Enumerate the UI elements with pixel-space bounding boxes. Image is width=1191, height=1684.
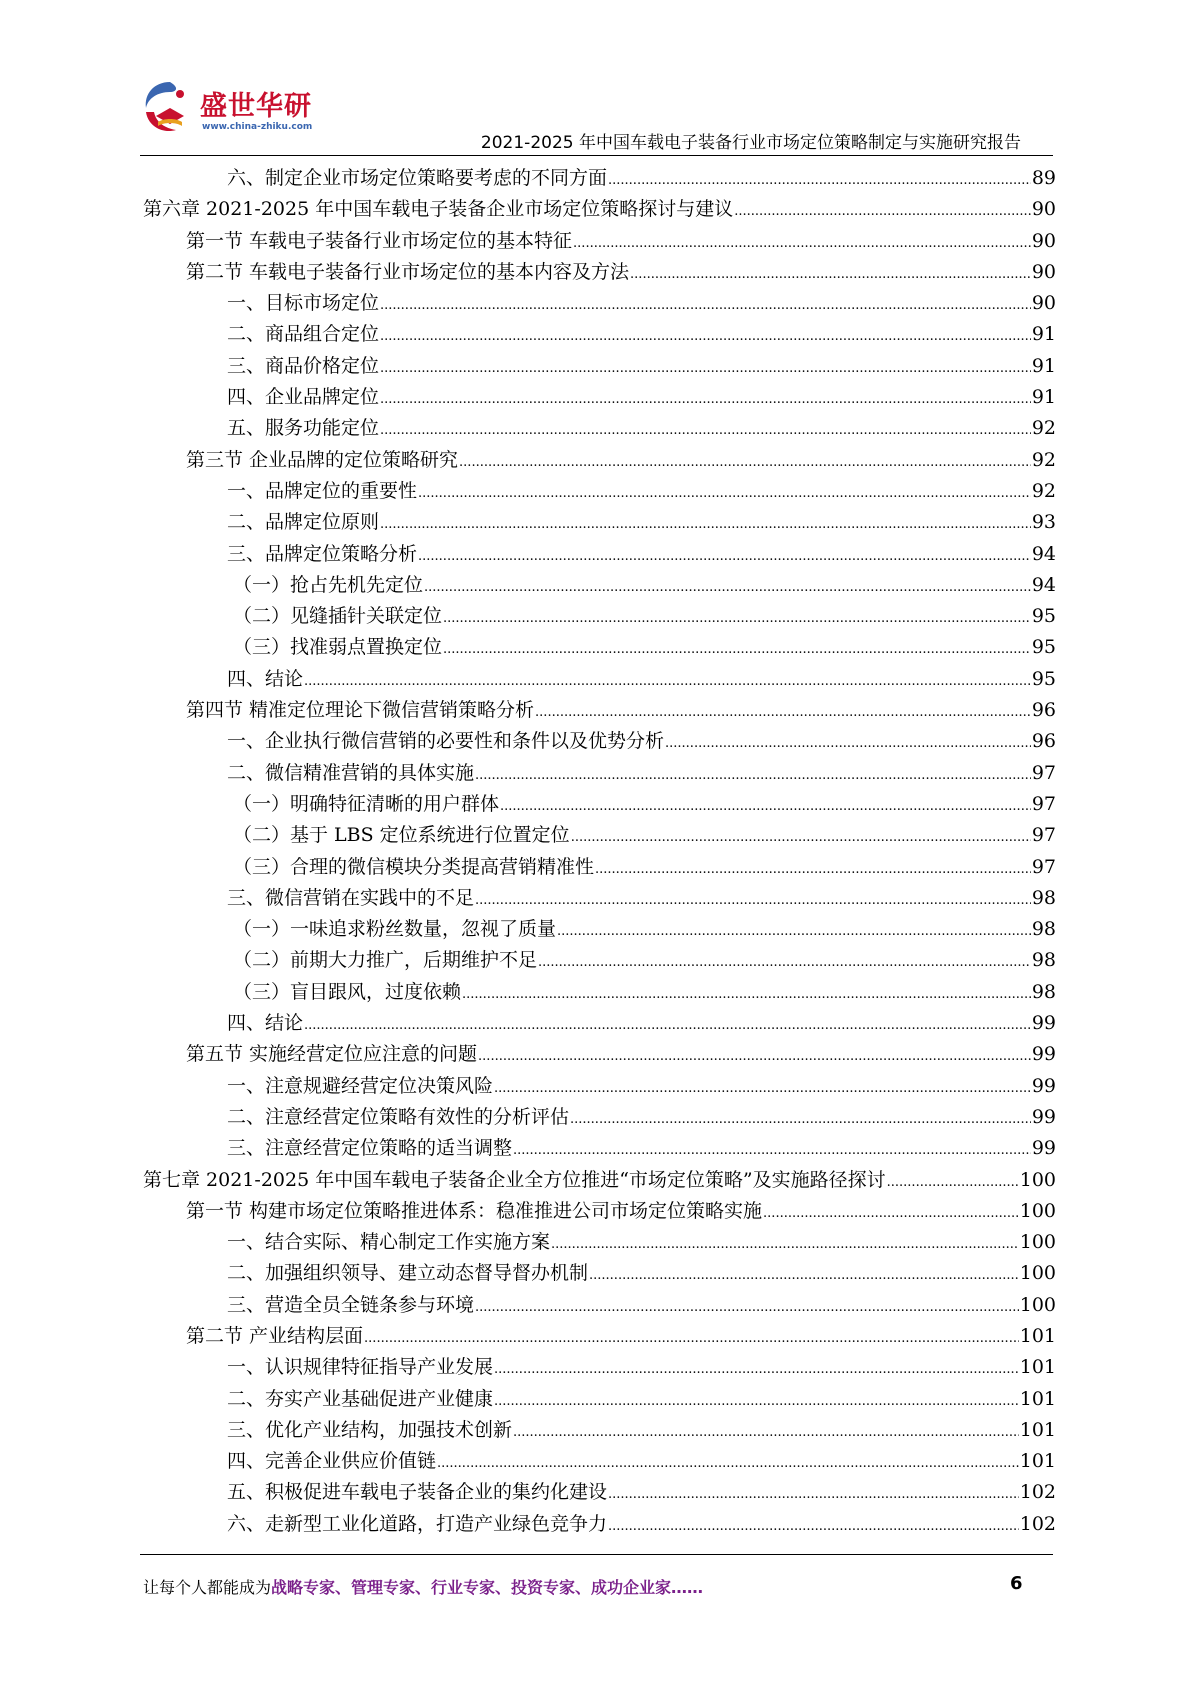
toc-entry[interactable] <box>143 382 1056 413</box>
toc-entry-page: 90 <box>1031 229 1056 252</box>
toc-dot-leader <box>494 1354 1019 1385</box>
toc-entry-page: 90 <box>1031 292 1056 315</box>
toc-entry-title: 三、优化产业结构，加强技术创新 <box>227 1418 513 1441</box>
toc-entry-page: 100 <box>1019 1262 1056 1285</box>
toc-entry-page: 95 <box>1031 667 1056 690</box>
toc-entry-page: 99 <box>1031 1074 1056 1097</box>
toc-entry[interactable] <box>143 632 1056 663</box>
toc-dot-leader <box>437 1448 1019 1479</box>
toc-entry-page: 97 <box>1031 761 1056 784</box>
toc-dot-leader <box>475 760 1031 791</box>
toc-entry[interactable] <box>143 914 1056 945</box>
toc-entry-title: 二、夯实产业基础促进产业健康 <box>227 1387 494 1410</box>
toc-entry[interactable] <box>143 226 1056 257</box>
toc-entry[interactable] <box>143 664 1056 695</box>
toc-entry-title: 第六章 2021-2025 年中国车载电子装备企业市场定位策略探讨与建议 <box>143 198 734 221</box>
toc-dot-leader <box>380 321 1031 352</box>
toc-dot-leader <box>630 259 1031 290</box>
toc-entry-page: 91 <box>1031 354 1056 377</box>
toc-entry[interactable] <box>143 977 1056 1008</box>
toc-dot-leader <box>364 1323 1019 1354</box>
toc-entry-title: 二、商品组合定位 <box>227 323 380 346</box>
toc-entry-page: 98 <box>1031 949 1056 972</box>
toc-entry-title: （二）基于 LBS 定位系统进行位置定位 <box>233 824 570 847</box>
toc-dot-leader <box>459 447 1031 478</box>
toc-entry[interactable] <box>143 1258 1056 1289</box>
toc-entry-title: 二、注意经营定位策略有效性的分析评估 <box>227 1105 570 1128</box>
toc-entry-title: 六、走新型工业化道路，打造产业绿色竞争力 <box>227 1512 608 1535</box>
toc-entry-title: 一、目标市场定位 <box>227 292 380 315</box>
toc-dot-leader <box>304 666 1031 697</box>
toc-entry-page: 99 <box>1031 1137 1056 1160</box>
toc-dot-leader <box>478 1041 1031 1072</box>
toc-dot-leader <box>570 1104 1031 1135</box>
toc-entry[interactable] <box>143 1415 1056 1446</box>
toc-entry-page: 91 <box>1031 323 1056 346</box>
toc-entry-page: 100 <box>1019 1199 1056 1222</box>
toc-dot-leader <box>513 1135 1031 1166</box>
toc-entry-page: 97 <box>1031 792 1056 815</box>
toc-dot-leader <box>380 509 1031 540</box>
toc-entry[interactable] <box>143 1352 1056 1383</box>
toc-dot-leader <box>551 1229 1019 1260</box>
toc-entry-page: 102 <box>1019 1481 1056 1504</box>
toc-entry[interactable] <box>143 257 1056 288</box>
toc-entry-title: 四、结论 <box>227 667 304 690</box>
toc-entry[interactable] <box>143 852 1056 883</box>
footer-slogan-roles: 战略专家、管理专家、行业专家、投资专家、成功企业家…… <box>271 1578 704 1597</box>
report-title: 2021-2025 年中国车载电子装备行业市场定位策略制定与实施研究报告 <box>480 133 1021 153</box>
toc-entry-title: （二）见缝插针关联定位 <box>233 605 443 628</box>
toc-entry[interactable] <box>143 820 1056 851</box>
toc-entry[interactable] <box>143 539 1056 570</box>
toc-dot-leader <box>557 916 1031 947</box>
toc-entry[interactable] <box>143 1039 1056 1070</box>
toc-entry[interactable] <box>143 1008 1056 1039</box>
toc-entry-page: 101 <box>1019 1387 1056 1410</box>
toc-entry-page: 99 <box>1031 1012 1056 1035</box>
logo-emblem-icon <box>140 78 200 138</box>
toc-dot-leader <box>380 415 1031 446</box>
toc-entry-page: 98 <box>1031 918 1056 941</box>
toc-entry-page: 99 <box>1031 1105 1056 1128</box>
toc-entry[interactable] <box>143 789 1056 820</box>
toc-dot-leader <box>418 541 1031 572</box>
toc-entry-title: 四、结论 <box>227 1012 304 1035</box>
toc-dot-leader <box>538 947 1031 978</box>
toc-entry[interactable] <box>143 319 1056 350</box>
toc-entry-title: （三）合理的微信模块分类提高营销精准性 <box>233 855 595 878</box>
toc-entry-title: 第一节 车载电子装备行业市场定位的基本特征 <box>186 229 573 252</box>
toc-entry-title: 三、注意经营定位策略的适当调整 <box>227 1137 513 1160</box>
toc-dot-leader <box>380 290 1031 321</box>
toc-entry-page: 95 <box>1031 605 1056 628</box>
page-number: 6 <box>1010 1573 1023 1594</box>
toc-entry[interactable] <box>143 726 1056 757</box>
toc-entry-page: 90 <box>1031 260 1056 283</box>
toc-entry-title: 第七章 2021-2025 年中国车载电子装备企业全方位推进“市场定位策略”及实施路径探讨 <box>143 1168 886 1191</box>
toc-entry-page: 93 <box>1031 511 1056 534</box>
toc-entry-title: 一、结合实际、精心制定工作实施方案 <box>227 1231 551 1254</box>
toc-entry[interactable] <box>143 1071 1056 1102</box>
toc-entry-page: 101 <box>1019 1450 1056 1473</box>
toc-entry[interactable] <box>143 1133 1056 1164</box>
footer-slogan <box>143 1575 703 1598</box>
toc-entry-page: 90 <box>1031 198 1056 221</box>
toc-entry[interactable] <box>143 570 1056 601</box>
toc-entry[interactable] <box>143 695 1056 726</box>
toc-dot-leader <box>443 634 1031 665</box>
toc-entry[interactable] <box>143 1384 1056 1415</box>
toc-entry-title: （三）找准弱点置换定位 <box>233 636 443 659</box>
toc-entry-title: 第五节 实施经营定位应注意的问题 <box>186 1043 478 1066</box>
toc-entry[interactable] <box>143 163 1056 194</box>
toc-entry-title: 一、注意规避经营定位决策风险 <box>227 1074 494 1097</box>
toc-entry[interactable] <box>143 1102 1056 1133</box>
toc-entry[interactable] <box>143 883 1056 914</box>
toc-entry-page: 96 <box>1031 699 1056 722</box>
toc-entry[interactable] <box>143 288 1056 319</box>
toc-entry-page: 101 <box>1019 1324 1056 1347</box>
toc-entry[interactable] <box>143 601 1056 632</box>
toc-entry[interactable] <box>143 1165 1056 1196</box>
toc-dot-leader <box>424 572 1031 603</box>
toc-dot-leader <box>734 196 1031 227</box>
toc-dot-leader <box>462 979 1031 1010</box>
toc-entry[interactable] <box>143 507 1056 538</box>
toc-entry[interactable] <box>143 1477 1056 1508</box>
toc-entry-page: 94 <box>1031 573 1056 596</box>
toc-entry-page: 98 <box>1031 980 1056 1003</box>
toc-entry-title: 四、企业品牌定位 <box>227 386 380 409</box>
toc-entry-page: 92 <box>1031 448 1056 471</box>
footer-divider <box>140 1554 1053 1555</box>
toc-dot-leader <box>380 384 1031 415</box>
toc-entry[interactable] <box>143 758 1056 789</box>
toc-dot-leader <box>608 1511 1019 1542</box>
toc-entry-title: 第三节 企业品牌的定位策略研究 <box>186 448 459 471</box>
logo-url: www.china-zhiku.com <box>202 122 313 132</box>
toc-entry-title: （三）盲目跟风，过度依赖 <box>233 980 462 1003</box>
toc-entry-page: 92 <box>1031 479 1056 502</box>
toc-entry-page: 94 <box>1031 542 1056 565</box>
toc-entry[interactable] <box>143 476 1056 507</box>
toc-entry-title: 二、加强组织领导、建立动态督导督办机制 <box>227 1262 589 1285</box>
footer-slogan-prefix: 让每个人都能成为 <box>143 1578 272 1597</box>
toc-dot-leader <box>500 791 1031 822</box>
toc-entry-title: 一、品牌定位的重要性 <box>227 479 418 502</box>
toc-entry[interactable] <box>143 1196 1056 1227</box>
toc-entry-title: 三、微信营销在实践中的不足 <box>227 886 475 909</box>
toc-entry-title: 第四节 精准定位理论下微信营销策略分析 <box>186 699 535 722</box>
toc-entry-title: （一）一味追求粉丝数量，忽视了质量 <box>233 918 557 941</box>
toc-entry-title: 三、品牌定位策略分析 <box>227 542 418 565</box>
toc-entry-page: 101 <box>1019 1418 1056 1441</box>
toc-dot-leader <box>494 1073 1031 1104</box>
toc-entry[interactable] <box>143 445 1056 476</box>
toc-entry-page: 100 <box>1019 1293 1056 1316</box>
toc-entry[interactable] <box>143 1321 1056 1352</box>
toc-dot-leader <box>763 1198 1019 1229</box>
logo-name: 盛世华研 <box>200 91 312 122</box>
toc-entry-page: 89 <box>1031 167 1056 189</box>
toc-entry-page: 92 <box>1031 417 1056 440</box>
toc-entry-title: 四、完善企业供应价值链 <box>227 1450 437 1473</box>
toc-entry-page: 101 <box>1019 1356 1056 1379</box>
toc-dot-leader <box>571 822 1031 853</box>
toc-dot-leader <box>475 885 1031 916</box>
toc-entry-page: 99 <box>1031 1043 1056 1066</box>
toc-dot-leader <box>380 353 1031 384</box>
toc-entry-title: 六、制定企业市场定位策略要考虑的不同方面 <box>227 167 608 189</box>
toc-entry-title: 二、品牌定位原则 <box>227 511 380 534</box>
toc-entry[interactable] <box>143 1227 1056 1258</box>
toc-entry-page: 102 <box>1019 1512 1056 1535</box>
toc-entry-page: 100 <box>1019 1231 1056 1254</box>
toc-entry-page: 100 <box>1019 1168 1056 1191</box>
toc-entry-page: 91 <box>1031 386 1056 409</box>
toc-entry[interactable] <box>143 1509 1056 1540</box>
toc-entry-page: 97 <box>1031 824 1056 847</box>
table-of-contents <box>143 163 1056 1540</box>
toc-dot-leader <box>494 1386 1019 1417</box>
toc-dot-leader <box>535 697 1031 728</box>
toc-dot-leader <box>475 1292 1019 1323</box>
toc-entry[interactable] <box>143 1446 1056 1477</box>
toc-entry-title: 二、微信精准营销的具体实施 <box>227 761 475 784</box>
company-logo <box>140 78 400 150</box>
header-divider <box>140 155 1053 156</box>
toc-dot-leader <box>513 1417 1019 1448</box>
toc-entry[interactable] <box>143 1290 1056 1321</box>
toc-entry-title: （一）明确特征清晰的用户群体 <box>233 792 500 815</box>
toc-entry-page: 98 <box>1031 886 1056 909</box>
toc-entry-title: 第二节 产业结构层面 <box>186 1324 364 1347</box>
toc-entry-title: （二）前期大力推广，后期维护不足 <box>233 949 538 972</box>
toc-entry-title: 三、商品价格定位 <box>227 354 380 377</box>
toc-entry-title: 一、认识规律特征指导产业发展 <box>227 1356 494 1379</box>
toc-entry-page: 97 <box>1031 855 1056 878</box>
toc-entry-title: 第一节 构建市场定位策略推进体系：稳准推进公司市场定位策略实施 <box>186 1199 763 1222</box>
toc-dot-leader <box>595 854 1031 885</box>
toc-entry-page: 96 <box>1031 730 1056 753</box>
toc-entry[interactable] <box>143 945 1056 976</box>
toc-dot-leader <box>589 1260 1019 1291</box>
toc-entry-title: 三、营造全员全链条参与环境 <box>227 1293 475 1316</box>
toc-entry-title: 五、服务功能定位 <box>227 417 380 440</box>
toc-dot-leader <box>887 1167 1019 1198</box>
toc-entry-title: （一）抢占先机先定位 <box>233 573 424 596</box>
page-header <box>0 0 1191 160</box>
toc-dot-leader <box>665 728 1031 759</box>
toc-entry-title: 一、企业执行微信营销的必要性和条件以及优势分析 <box>227 730 665 753</box>
toc-entry-title: 五、积极促进车载电子装备企业的集约化建设 <box>227 1481 608 1504</box>
toc-entry-page: 95 <box>1031 636 1056 659</box>
toc-entry[interactable] <box>143 413 1056 444</box>
toc-dot-leader <box>418 478 1031 509</box>
toc-entry[interactable] <box>143 194 1056 225</box>
toc-dot-leader <box>304 1010 1031 1041</box>
toc-dot-leader <box>573 228 1031 259</box>
toc-dot-leader <box>608 165 1031 196</box>
toc-dot-leader <box>443 603 1031 634</box>
toc-entry-title: 第二节 车载电子装备行业市场定位的基本内容及方法 <box>186 260 630 283</box>
toc-dot-leader <box>608 1479 1019 1510</box>
toc-entry[interactable] <box>143 351 1056 382</box>
